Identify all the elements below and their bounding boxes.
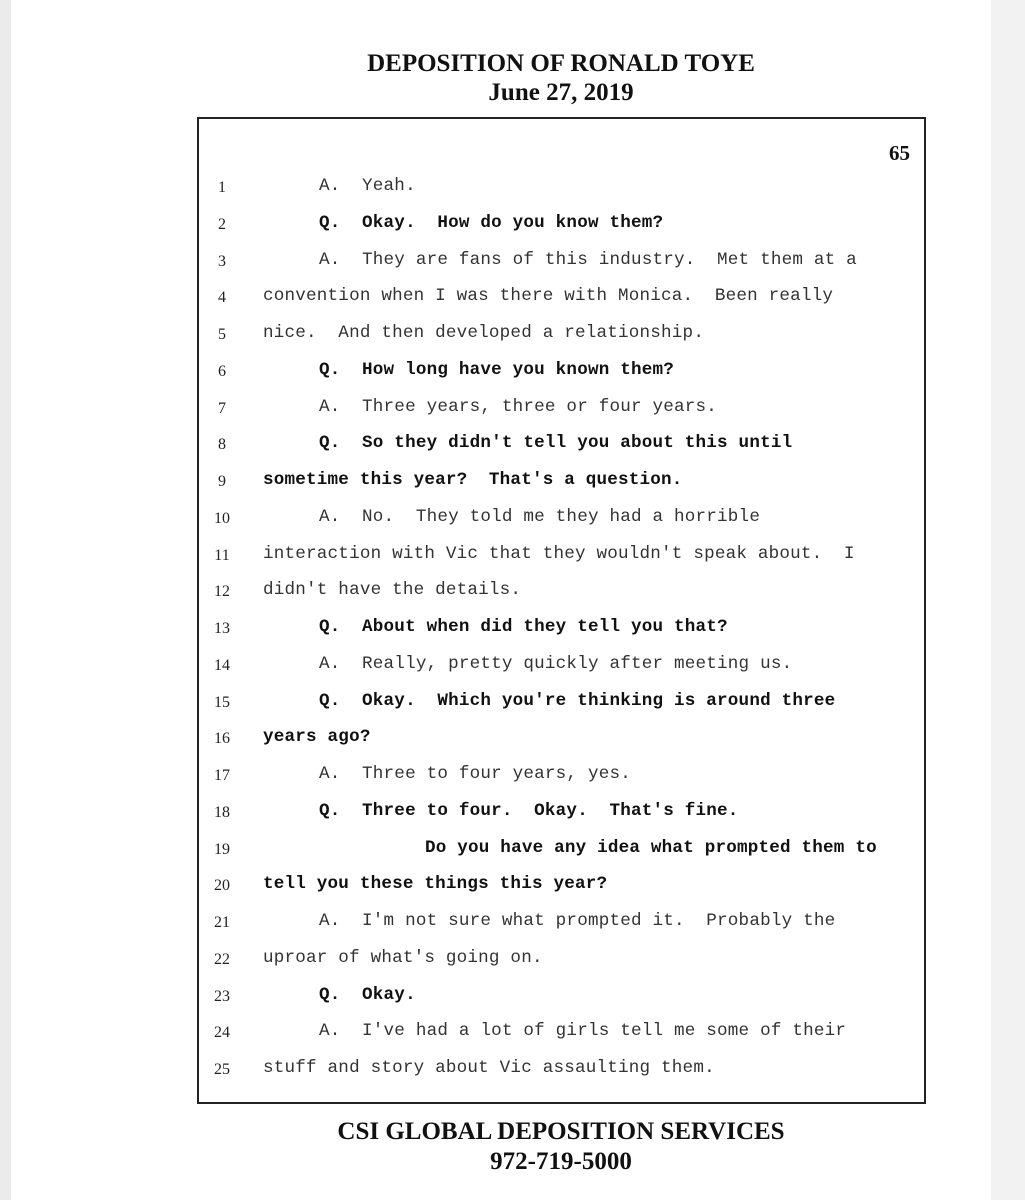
answer-text: nice. And then developed a relationship.: [263, 323, 705, 343]
line-number: 13: [214, 620, 230, 637]
transcript-line: [199, 575, 924, 611]
transcript-line: [199, 428, 924, 464]
transcript-line: [199, 759, 924, 795]
transcript-line: [199, 539, 924, 575]
answer-text: A. I've had a lot of girls tell me some of their: [319, 1021, 847, 1042]
question-text: Q. Okay. Which you're thinking is around three: [319, 690, 836, 711]
question-text: Q. So they didn't tell you about this until: [319, 433, 793, 454]
line-number: 14: [214, 656, 230, 674]
footer-company: CSI GLOBAL DEPOSITION SERVICES: [337, 1118, 785, 1145]
transcript-line: [199, 208, 924, 244]
question-text: Do you have any idea what prompted them to: [425, 837, 877, 858]
question-text: Q. Okay.: [319, 984, 416, 1005]
answer-text: A. Three years, three or four years.: [319, 396, 718, 417]
answer-text: A. They are fans of this industry. Met them at a: [319, 249, 857, 270]
transcript-line: [199, 355, 924, 391]
line-number: 12: [214, 583, 230, 601]
answer-text: A. Three to four years, yes.: [319, 764, 631, 784]
line-number: 10: [214, 509, 230, 527]
line-number: 2: [218, 215, 226, 233]
transcript-line: [199, 943, 924, 979]
line-number: 9: [218, 473, 226, 490]
line-number: 5: [218, 326, 226, 343]
line-number: 16: [214, 730, 230, 748]
line-number: 11: [214, 546, 230, 564]
deposition-title: DEPOSITION OF RONALD TOYE: [367, 50, 755, 77]
transcript-line: [199, 1016, 924, 1052]
line-number: 3: [218, 252, 226, 270]
transcript-line: [199, 465, 924, 501]
line-number: 17: [214, 767, 230, 784]
transcript-line: [199, 686, 924, 722]
line-number: 25: [214, 1061, 230, 1078]
answer-text: uproar of what's going on.: [263, 947, 543, 968]
answer-text: A. No. They told me they had a horrible: [319, 506, 761, 527]
question-text: tell you these things this year?: [263, 874, 608, 895]
transcript-line: [199, 392, 924, 428]
transcript-line: [199, 245, 924, 281]
transcript-line: [199, 796, 924, 832]
viewer-scrollbar-gutter[interactable]: [991, 0, 1025, 1200]
transcript-line: [199, 281, 924, 317]
transcript-line: [199, 612, 924, 648]
transcript-box: [197, 117, 926, 1104]
line-number: 1: [218, 179, 226, 196]
question-text: Q. Three to four. Okay. That's fine.: [319, 800, 739, 821]
answer-text: didn't have the details.: [263, 580, 522, 601]
line-number: 20: [214, 877, 230, 895]
question-text: sometime this year? That's a question.: [263, 470, 683, 490]
transcript-line: [199, 171, 924, 207]
transcript-line: [199, 833, 924, 869]
answer-text: stuff and story about Vic assaulting them.: [263, 1058, 715, 1078]
transcript-line: [199, 318, 924, 354]
question-text: Q. Okay. How do you know them?: [319, 212, 664, 233]
transcript-line: [199, 502, 924, 538]
answer-text: convention when I was there with Monica. Been really: [263, 286, 834, 307]
transcript-line: [199, 906, 924, 942]
line-number: 23: [214, 987, 230, 1005]
line-number: 18: [214, 803, 230, 821]
transcript-line: [199, 869, 924, 905]
transcript-line: [199, 649, 924, 685]
page-number: 65: [889, 141, 910, 165]
line-number: 7: [218, 399, 226, 417]
question-text: Q. How long have you known them?: [319, 359, 675, 380]
transcript-page: [11, 0, 991, 1200]
transcript-line: [199, 1053, 924, 1089]
transcript-line: [199, 980, 924, 1016]
line-number: 15: [214, 693, 230, 711]
line-number: 24: [214, 1024, 230, 1042]
deposition-date: June 27, 2019: [488, 79, 634, 106]
answer-text: A. Really, pretty quickly after meeting us.: [319, 653, 793, 674]
footer-phone: 972-719-5000: [490, 1148, 632, 1175]
line-number: 19: [214, 840, 230, 858]
line-number: 21: [214, 914, 230, 931]
question-text: Q. About when did they tell you that?: [319, 617, 728, 637]
line-number: 22: [214, 950, 230, 968]
answer-text: interaction with Vic that they wouldn't speak about. I: [263, 543, 855, 564]
question-text: years ago?: [263, 727, 371, 748]
line-number: 4: [218, 289, 226, 307]
answer-text: A. I'm not sure what prompted it. Probably the: [319, 911, 836, 931]
transcript-line: [199, 722, 924, 758]
line-number: 8: [218, 436, 226, 454]
answer-text: A. Yeah.: [319, 176, 416, 196]
line-number: 6: [218, 362, 226, 380]
